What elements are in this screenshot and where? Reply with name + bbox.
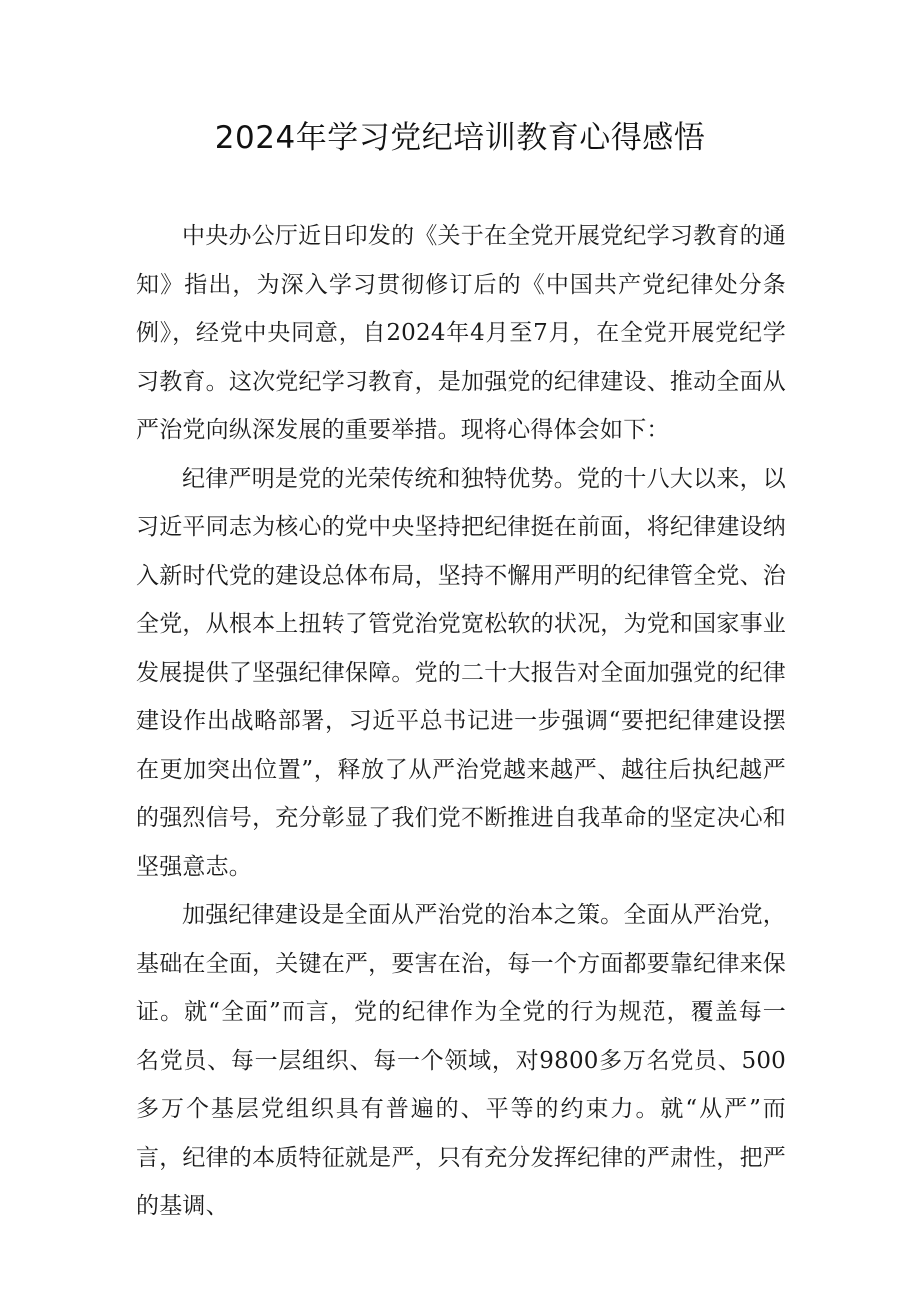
paragraph-discipline-building: 加强纪律建设是全面从严治党的治本之策。全面从严治党，基础在全面，关键在严，要害在治，每一个方面都要靠纪律来保证。就“全面”而言，党的纪律作为全党的行为规范，覆盖每一名党员、每一层组织、每一个领域，对9800多万名党员、500多万个基层党组织具有普遍的、平等的约束力。就“从严”而言，纪律的本质特征就是严，只有充分发挥纪律的严肃性，把严的基调、 <box>136 902 786 1219</box>
paragraph-intro: 中央办公厅近日印发的《关于在全党开展党纪学习教育的通知》指出，为深入学习贯彻修订后的《中国共产党纪律处分条例》，经党中央同意，自2024年4月至7月，在全党开展党纪学习教育。这次党纪学习教育，是加强党的纪律建设、推动全面从严治党向纵深发展的重要举措。现将心得体会如下： <box>136 223 786 443</box>
document-body <box>136 212 786 1231</box>
paragraph-discipline-tradition: 纪律严明是党的光荣传统和独特优势。党的十八大以来，以习近平同志为核心的党中央坚持把纪律挺在前面，将纪律建设纳入新时代党的建设总体布局，坚持不懈用严明的纪律管全党、治全党，从根本上扭转了管党治党宽松软的状况，为党和国家事业发展提供了坚强纪律保障。党的二十大报告对全面加强党的纪律建设作出战略部署，习近平总书记进一步强调“要把纪律建设摆在更加突出位置”，释放了从严治党越来越严、越往后执纪越严的强烈信号，充分彰显了我们党不断推进自我革命的坚定决心和坚强意志。 <box>136 465 786 880</box>
document-title: 2024年学习党纪培训教育心得感悟 <box>214 120 706 156</box>
